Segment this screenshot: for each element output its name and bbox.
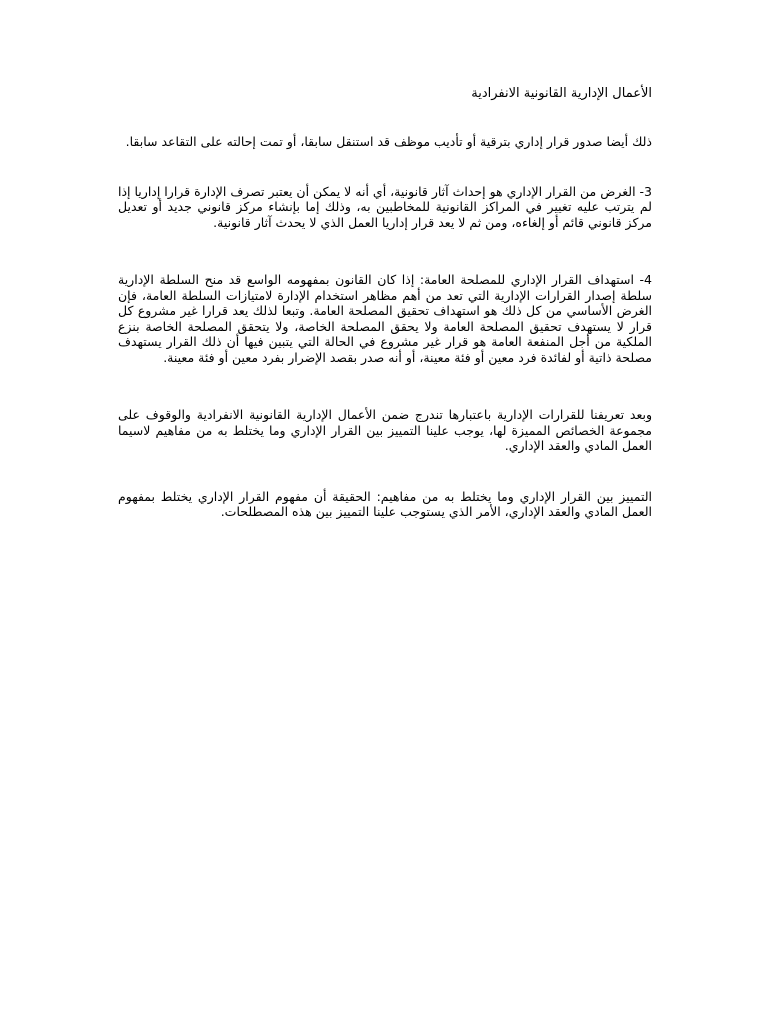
- paragraph-public-interest: 4- استهداف القرار الإداري للمصلحة العامة: إذا كان القانون بمفهومه الواسع قد منح السلطة الإدارية سلطة إصدار القرارات الإدارية التي تعد من أهم مظاهر استخدام الإدارة لامتيازات السلطة العامة، فإن الغرض الأساسي من كل ذلك هو استهداف تحقيق المصلحة العامة. وتبعا لذلك يعد قرارا غير مشروع كل قرار لا يستهدف تحقيق المصلحة العامة ولا يحقق المصلحة الخاصة، ولا يتحقق المصلحة الخاصة بنزع الملكية من أجل المنفعة العامة هو قرار غير مشروع في الحالة التي يتبين فيها أن ذلك القرار يستهدف مصلحة ذاتية أو لفائدة فرد معين أو فئة معينة، أو أنه صدر بقصد الإضرار بفرد معين أو فئة معينة.: [118, 272, 652, 365]
- paragraph-transition: وبعد تعريفنا للقرارات الإدارية باعتبارها تندرج ضمن الأعمال الإدارية القانونية الانفرادية والوقوف على مجموعة الخصائص المميزة لها، يوجب علينا التمييز بين القرار الإداري وما يختلط به من مفاهيم لاسيما العمل المادي والعقد الإداري.: [118, 407, 652, 453]
- paragraph-retroactivity: ذلك أيضا صدور قرار إداري بترقية أو تأديب موظف قد استنقل سابقا، أو تمت إحالته على التقاعد سابقا.: [125, 134, 652, 149]
- paragraph-legal-effects: 3- الغرض من القرار الإداري هو إحداث آثار قانونية، أي أنه لا يمكن أن يعتبر تصرف الإدارة قرارا إداريا إذا لم يترتب عليه تغيير في المراكز القانونية للمخاطبين به، وذلك إما بإنشاء مركز قانوني جديد أو تعديل مركز قانوني قائم أو إلغاءه، ومن ثم لا يعد قرار إداريا العمل الذي لا يحدث آثار قانونية.: [118, 183, 652, 230]
- paragraph-distinction: التمييز بين القرار الإداري وما يختلط به من مفاهيم: الحقيقة أن مفهوم القرار الإداري يختلط بمفهوم العمل المادي والعقد الإداري، الأمر الذي يستوجب علينا التمييز بين هذه المصطلحات.: [118, 488, 652, 519]
- document-page: [118, 84, 652, 520]
- document-title: الأعمال الإدارية القانونية الانفرادية: [471, 86, 652, 101]
